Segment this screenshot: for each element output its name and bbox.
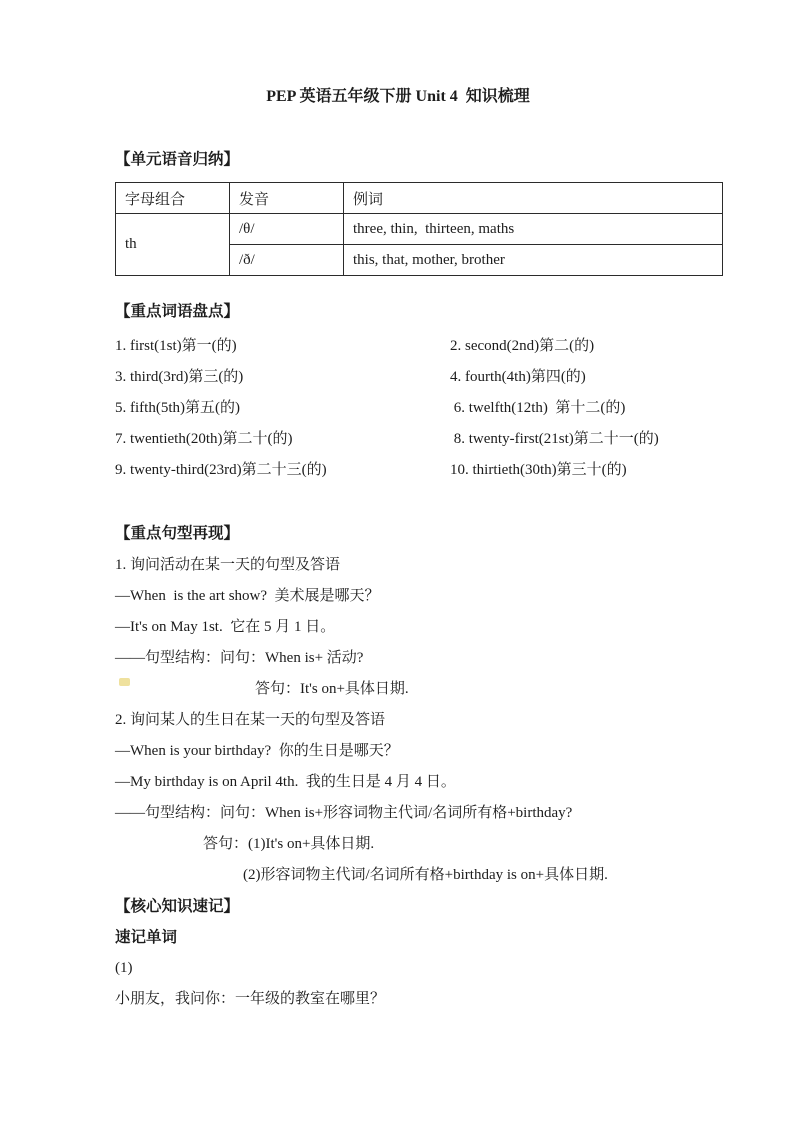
section-heading-phonics: 【单元语音归纳】 bbox=[115, 151, 240, 168]
word-item: 8. twenty-first(21st)第二十一(的) bbox=[450, 431, 659, 447]
word-item: 5. fifth(5th)第五(的) bbox=[115, 400, 240, 416]
cell-examples: three, thin, thirteen, maths bbox=[344, 214, 723, 245]
word-item: 6. twelfth(12th) 第十二(的) bbox=[450, 400, 626, 416]
word-item: 2. second(2nd)第二(的) bbox=[450, 338, 595, 354]
word-item: 1. first(1st)第一(的) bbox=[115, 338, 237, 354]
sentence-line: 1. 询问活动在某一天的句型及答语 bbox=[115, 557, 341, 573]
phonics-table-row bbox=[116, 214, 723, 245]
word-item: 10. thirtieth(30th)第三十(的) bbox=[450, 462, 627, 478]
section-heading-core: 【核心知识速记】 bbox=[115, 898, 240, 915]
phonics-table bbox=[115, 182, 723, 276]
phonics-table-header-row bbox=[116, 183, 723, 214]
scan-artifact-dot bbox=[119, 678, 130, 686]
sentence-line: —When is the art show? 美术展是哪天？ bbox=[115, 588, 380, 604]
sentence-line: 答句：It's on+具体日期. bbox=[255, 681, 409, 697]
cell-sound: /ð/ bbox=[230, 245, 344, 276]
cell-letter-group: th bbox=[116, 214, 230, 276]
cell-sound: /θ/ bbox=[230, 214, 344, 245]
sentence-line: ——句型结构：问句：When is+形容词物主代词/名词所有格+birthday? bbox=[115, 805, 573, 821]
word-item: 3. third(3rd)第三(的) bbox=[115, 369, 244, 385]
section-heading-sentences: 【重点句型再现】 bbox=[115, 525, 240, 542]
core-first-line: 小朋友，我问你：一年级的教室在哪里？ bbox=[115, 991, 386, 1007]
word-item: 4. fourth(4th)第四(的) bbox=[450, 369, 586, 385]
sentence-line: ——句型结构：问句：When is+ 活动? bbox=[115, 650, 364, 666]
core-subheading: 速记单词 bbox=[115, 929, 178, 946]
column-header-letter-group: 字母组合 bbox=[116, 183, 230, 214]
key-words-list bbox=[115, 331, 681, 486]
sentence-line: (2)形容词物主代词/名词所有格+birthday is on+具体日期. bbox=[243, 867, 608, 883]
sentence-line: 答句：(1)It's on+具体日期. bbox=[203, 836, 375, 852]
column-header-sound: 发音 bbox=[230, 183, 344, 214]
page-title: PEP 英语五年级下册 Unit 4 知识梳理 bbox=[266, 88, 530, 105]
sentence-line: —My birthday is on April 4th. 我的生日是 4 月 4 日。 bbox=[115, 774, 456, 790]
sentence-line: —It's on May 1st. 它在 5 月 1 日。 bbox=[115, 619, 336, 635]
word-item: 7. twentieth(20th)第二十(的) bbox=[115, 431, 293, 447]
column-header-examples: 例词 bbox=[344, 183, 723, 214]
section-heading-words: 【重点词语盘点】 bbox=[115, 303, 240, 320]
cell-examples: this, that, mother, brother bbox=[344, 245, 723, 276]
core-item-label: (1) bbox=[115, 960, 133, 976]
sentence-line: —When is your birthday? 你的生日是哪天？ bbox=[115, 743, 399, 759]
sentence-pattern-lines bbox=[115, 550, 681, 1015]
word-item: 9. twenty-third(23rd)第二十三(的) bbox=[115, 462, 327, 478]
sentence-line: 2. 询问某人的生日在某一天的句型及答语 bbox=[115, 712, 386, 728]
